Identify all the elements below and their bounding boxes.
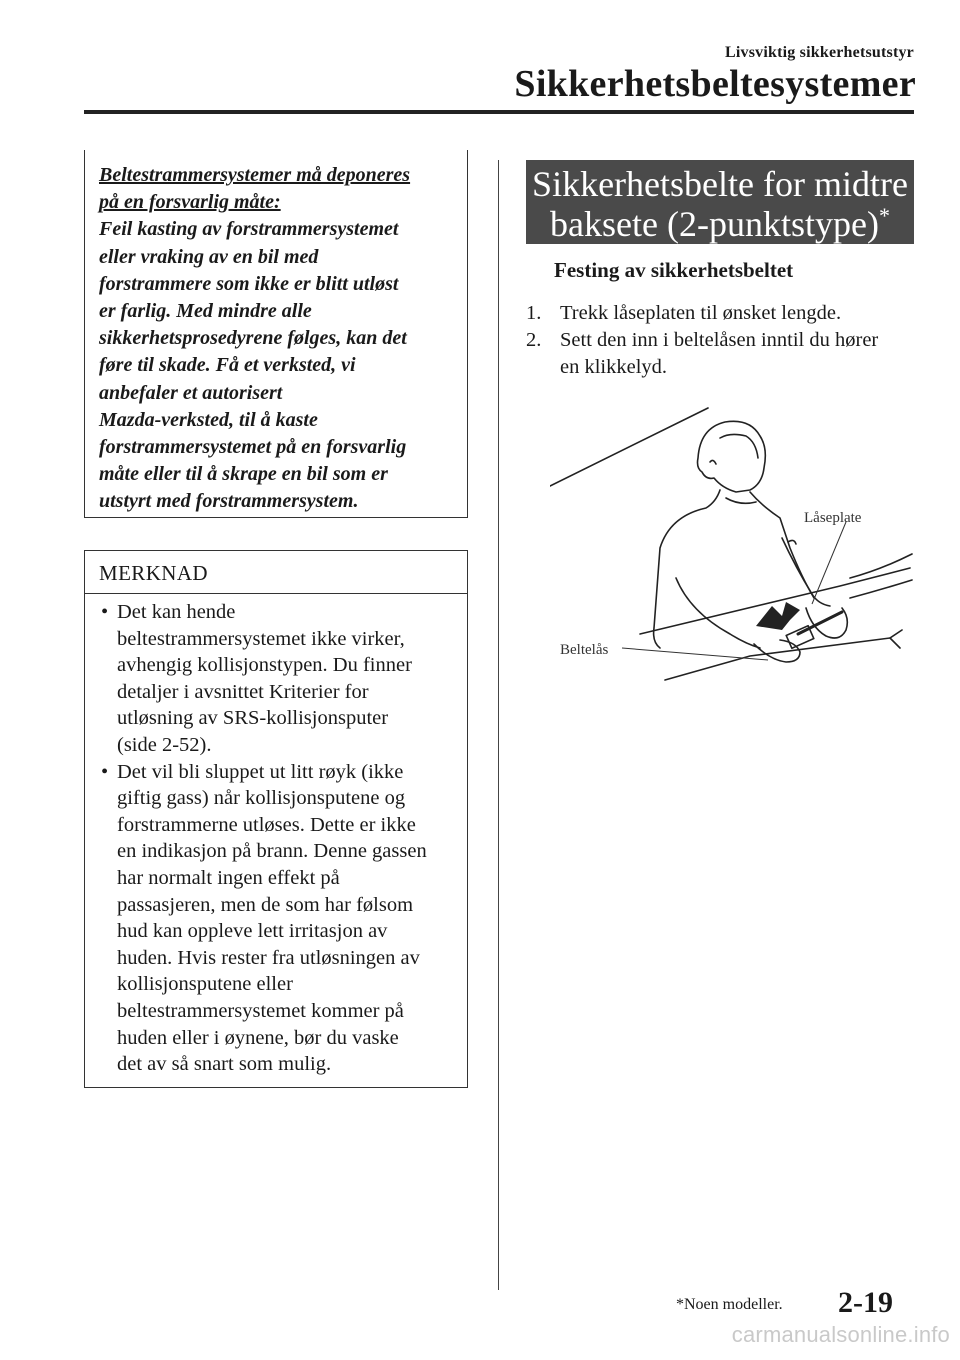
note-line: forstrammerne utløses. Dette er ikke bbox=[117, 813, 416, 836]
seat-back-line bbox=[550, 408, 708, 486]
page-title: Sikkerhetsbeltesystemer bbox=[514, 63, 916, 105]
leader-line-laseplate bbox=[812, 522, 846, 604]
step-line: en klikkelyd. bbox=[560, 356, 668, 378]
warning-line: måte eller til å skrape en bil som er bbox=[99, 463, 388, 486]
note-box bbox=[84, 550, 468, 1088]
ear bbox=[710, 460, 716, 464]
note-line: utløsning av SRS-kollisjonsputer bbox=[117, 707, 389, 730]
seat-front-line bbox=[665, 638, 890, 680]
model-asterisk: * bbox=[878, 203, 890, 228]
note-line: en indikasjon på brann. Denne gassen bbox=[117, 840, 427, 863]
warning-line: forstrammere som ikke er blitt utløst bbox=[99, 272, 399, 295]
column-divider bbox=[498, 160, 499, 1290]
bullet-icon: • bbox=[101, 760, 109, 783]
note-line: huden. Hvis rester fra utløsningen av bbox=[117, 946, 420, 969]
warning-line: er farlig. Med mindre alle bbox=[99, 300, 312, 323]
step-item bbox=[526, 300, 916, 327]
note-line: detaljer i avsnittet Kriterier for bbox=[117, 680, 369, 703]
note-title: MERKNAD bbox=[85, 551, 467, 594]
warning-line: føre til skade. Få et verksted, vi bbox=[99, 354, 356, 377]
note-list bbox=[85, 594, 467, 1078]
warning-line: forstrammersystemet på en forsvarlig bbox=[99, 436, 407, 459]
note-line: Det vil bli sluppet ut litt røyk (ikke bbox=[117, 760, 404, 783]
seat-corner-mark bbox=[890, 630, 902, 648]
note-line: beltestrammersystemet ikke virker, bbox=[117, 627, 405, 650]
label-beltelas: Beltelås bbox=[560, 642, 609, 658]
warning-line: utstyrt med forstrammersystem. bbox=[99, 490, 359, 513]
note-line: passasjeren, men de som har følsom bbox=[117, 893, 414, 916]
step-line: Trekk låseplaten til ønsket lengde. bbox=[560, 302, 842, 324]
collar bbox=[726, 498, 756, 503]
header-rule bbox=[84, 110, 914, 114]
warning-line: sikkerhetsprosedyrene følges, kan det bbox=[99, 327, 407, 350]
section-title-line2 bbox=[526, 204, 914, 244]
warning-line: Feil kasting av forstrammersystemet bbox=[99, 218, 399, 241]
note-line: beltestrammersystemet kommer på bbox=[117, 999, 404, 1022]
buckle-body bbox=[786, 626, 814, 649]
subheading: Festing av sikkerhetsbeltet bbox=[554, 258, 794, 282]
warning-line: eller vraking av en bil med bbox=[99, 245, 319, 268]
bullet-icon: • bbox=[101, 601, 109, 623]
seat-side-line bbox=[850, 554, 912, 578]
note-item bbox=[99, 759, 457, 1078]
note-line: giftig gass) når kollisjonsputene og bbox=[117, 787, 406, 810]
step-line: Sett den inn i beltelåsen inntil du hører bbox=[560, 329, 879, 351]
left-arm bbox=[676, 578, 760, 648]
step-number: 2. bbox=[526, 329, 542, 351]
seatbelt-illustration bbox=[550, 398, 920, 698]
section-title-text: baksete (2-punktstype) bbox=[550, 204, 879, 244]
seat-side-line-2 bbox=[850, 580, 912, 598]
note-line: huden eller i øynene, bør du vaske bbox=[117, 1026, 399, 1049]
note-item bbox=[99, 599, 457, 759]
note-line: det av så snart som mulig. bbox=[117, 1053, 332, 1076]
person-head bbox=[698, 421, 766, 492]
insert-arrow-icon bbox=[756, 602, 800, 630]
chapter-title: Livsviktig sikkerhetsutstyr bbox=[725, 44, 914, 61]
page-number: 2-19 bbox=[838, 1286, 893, 1319]
hair-line bbox=[720, 434, 758, 458]
warning-heading-line1: Beltestrammersystemer må deponeres bbox=[99, 164, 411, 186]
note-line: avhengig kollisjonstypen. Du finner bbox=[117, 654, 412, 677]
warning-line: Mazda-verksted, til å kaste bbox=[99, 408, 318, 431]
watermark: carmanualsonline.info bbox=[731, 1322, 950, 1347]
warning-line: anbefaler et autorisert bbox=[99, 381, 283, 404]
leader-line-beltelas bbox=[622, 648, 768, 660]
section-banner bbox=[526, 160, 914, 244]
step-number: 1. bbox=[526, 302, 542, 324]
note-line: (side 2-52). bbox=[117, 733, 212, 756]
note-line: hud kan oppleve lett irritasjon av bbox=[117, 920, 388, 943]
right-arm bbox=[782, 538, 830, 606]
section-title-line1: Sikkerhetsbelte for midtre bbox=[532, 164, 908, 204]
step-item bbox=[526, 327, 916, 381]
person-back bbox=[654, 490, 720, 648]
note-line: har normalt ingen effekt på bbox=[117, 866, 340, 889]
warning-box bbox=[84, 150, 468, 518]
note-line: Det kan hende bbox=[117, 601, 236, 623]
warning-heading-line2: på en forsvarlig måte: bbox=[99, 191, 281, 214]
steps-list bbox=[526, 300, 916, 381]
footnote: *Noen modeller. bbox=[676, 1296, 783, 1313]
note-line: kollisjonsputene eller bbox=[117, 973, 293, 996]
label-laseplate: Låseplate bbox=[804, 510, 862, 526]
